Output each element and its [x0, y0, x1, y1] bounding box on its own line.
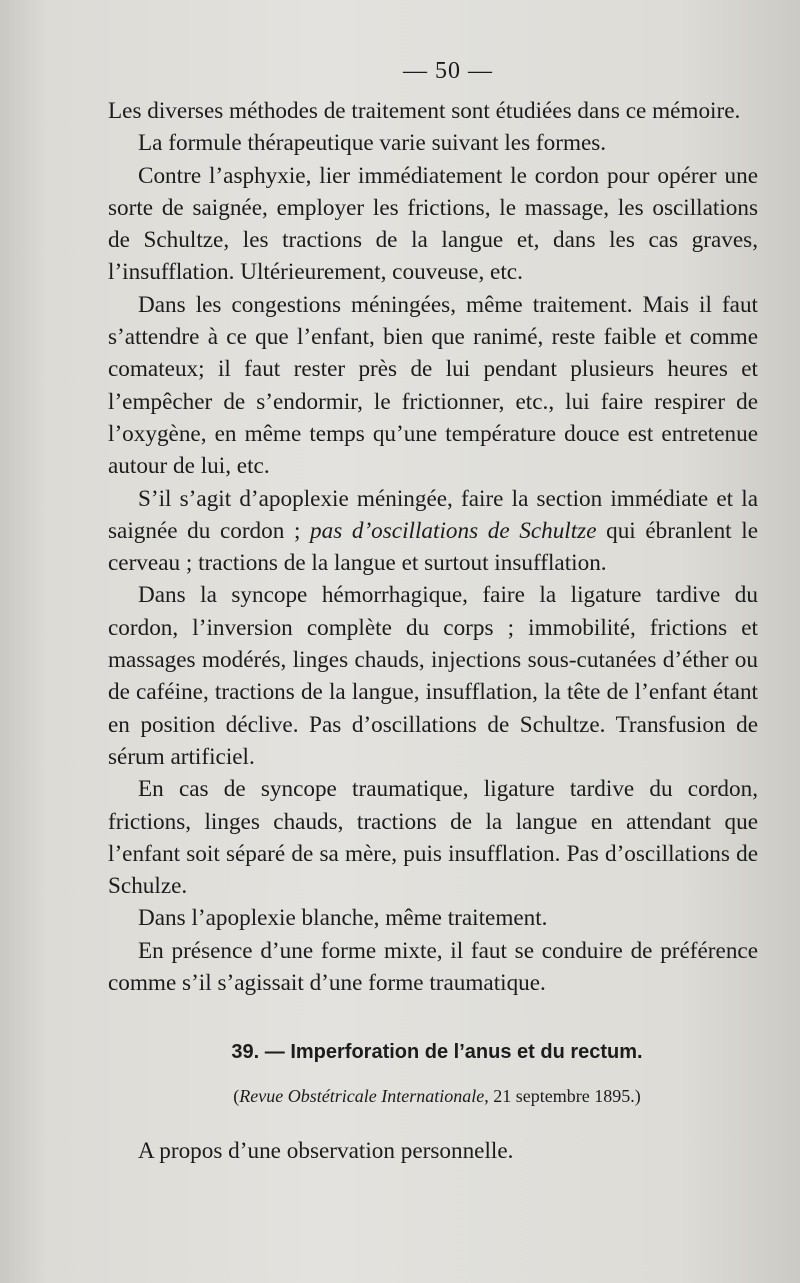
- section-reference: (Revue Obstétricale Internationale, 21 septembre 1895.): [233, 1086, 641, 1107]
- journal-name: Revue Obstétricale Internationale: [239, 1086, 485, 1107]
- section-heading: [108, 1041, 758, 1064]
- paragraph-forme-mixte: En présence d’une forme mixte, il faut se conduire de préférence comme s’il s’agissait d’une forme traumatique.: [108, 937, 758, 997]
- paragraph-asphyxie: Contre l’asphyxie, lier immédiatement le cordon pour opérer une sorte de saignée, employer les frictions, le massage, les oscillations de Schultze, les tractions de la langue et, dans les cas graves, l’insufflation. Ultérieurement, couveuse, etc.: [108, 162, 758, 286]
- paragraph-formula: La formule thérapeutique varie suivant les formes.: [138, 130, 607, 157]
- paragraph-syncope-hemorrhagique: Dans la syncope hémorrhagique, faire la ligature tardive du cordon, l’inversion complète du corps ; immobilité, frictions et massages modérés, linges chauds, injections sous-cutanées d’éther ou de caféine, tractions de la langue, insufflation, la tête de l’enfant étant en position déclive. Pas d’oscillations de Schultze. Transfusion de sérum artificiel.: [108, 582, 758, 770]
- paragraph-methods: Les diverses méthodes de traitement sont étudiées dans ce mémoire.: [108, 98, 741, 124]
- paragraph-apoplexie-meningee: [108, 483, 758, 580]
- paragraph-congestions: Dans les congestions méningées, même traitement. Mais il faut s’attendre à ce que l’enfant, bien que ranimé, reste faible et comme comateux; il faut rester près de lui pendant plusieurs heures et l’empêcher de s’endormir, le frictionner, etc., lui faire respirer de l’oxygène, en même temps qu’une température douce est entretenue autour de lui, etc.: [108, 291, 758, 480]
- paragraph-syncope-traumatique: En cas de syncope traumatique, ligature tardive du cordon, frictions, linges chauds, tractions de la langue en attendant que l’enfant soit séparé de sa mère, puis insufflation. Pas d’oscillations de Schulze.: [108, 776, 758, 900]
- paragraph-apoplexie-blanche: Dans l’apoplexie blanche, même traitement.: [138, 905, 548, 932]
- reference-date: , 21 septembre 1895.: [484, 1086, 635, 1107]
- section-title: — Imperforation de l’anus et du rectum.: [264, 1041, 643, 1064]
- paragraph-closing: A propos d’une observation personnelle.: [138, 1138, 514, 1165]
- page-number: — 50 —: [403, 58, 493, 84]
- text-segment: S’il s’agit d’apoplexie méningée, faire la section immédiate et la saignée du cordon ;: [108, 485, 758, 544]
- italic-phrase: pas d’oscillations de Schultze: [310, 517, 597, 544]
- text-segment: qui ébranlent le cerveau ; tractions de la langue et surtout insufflation.: [108, 517, 758, 577]
- section-number: 39.: [231, 1041, 260, 1064]
